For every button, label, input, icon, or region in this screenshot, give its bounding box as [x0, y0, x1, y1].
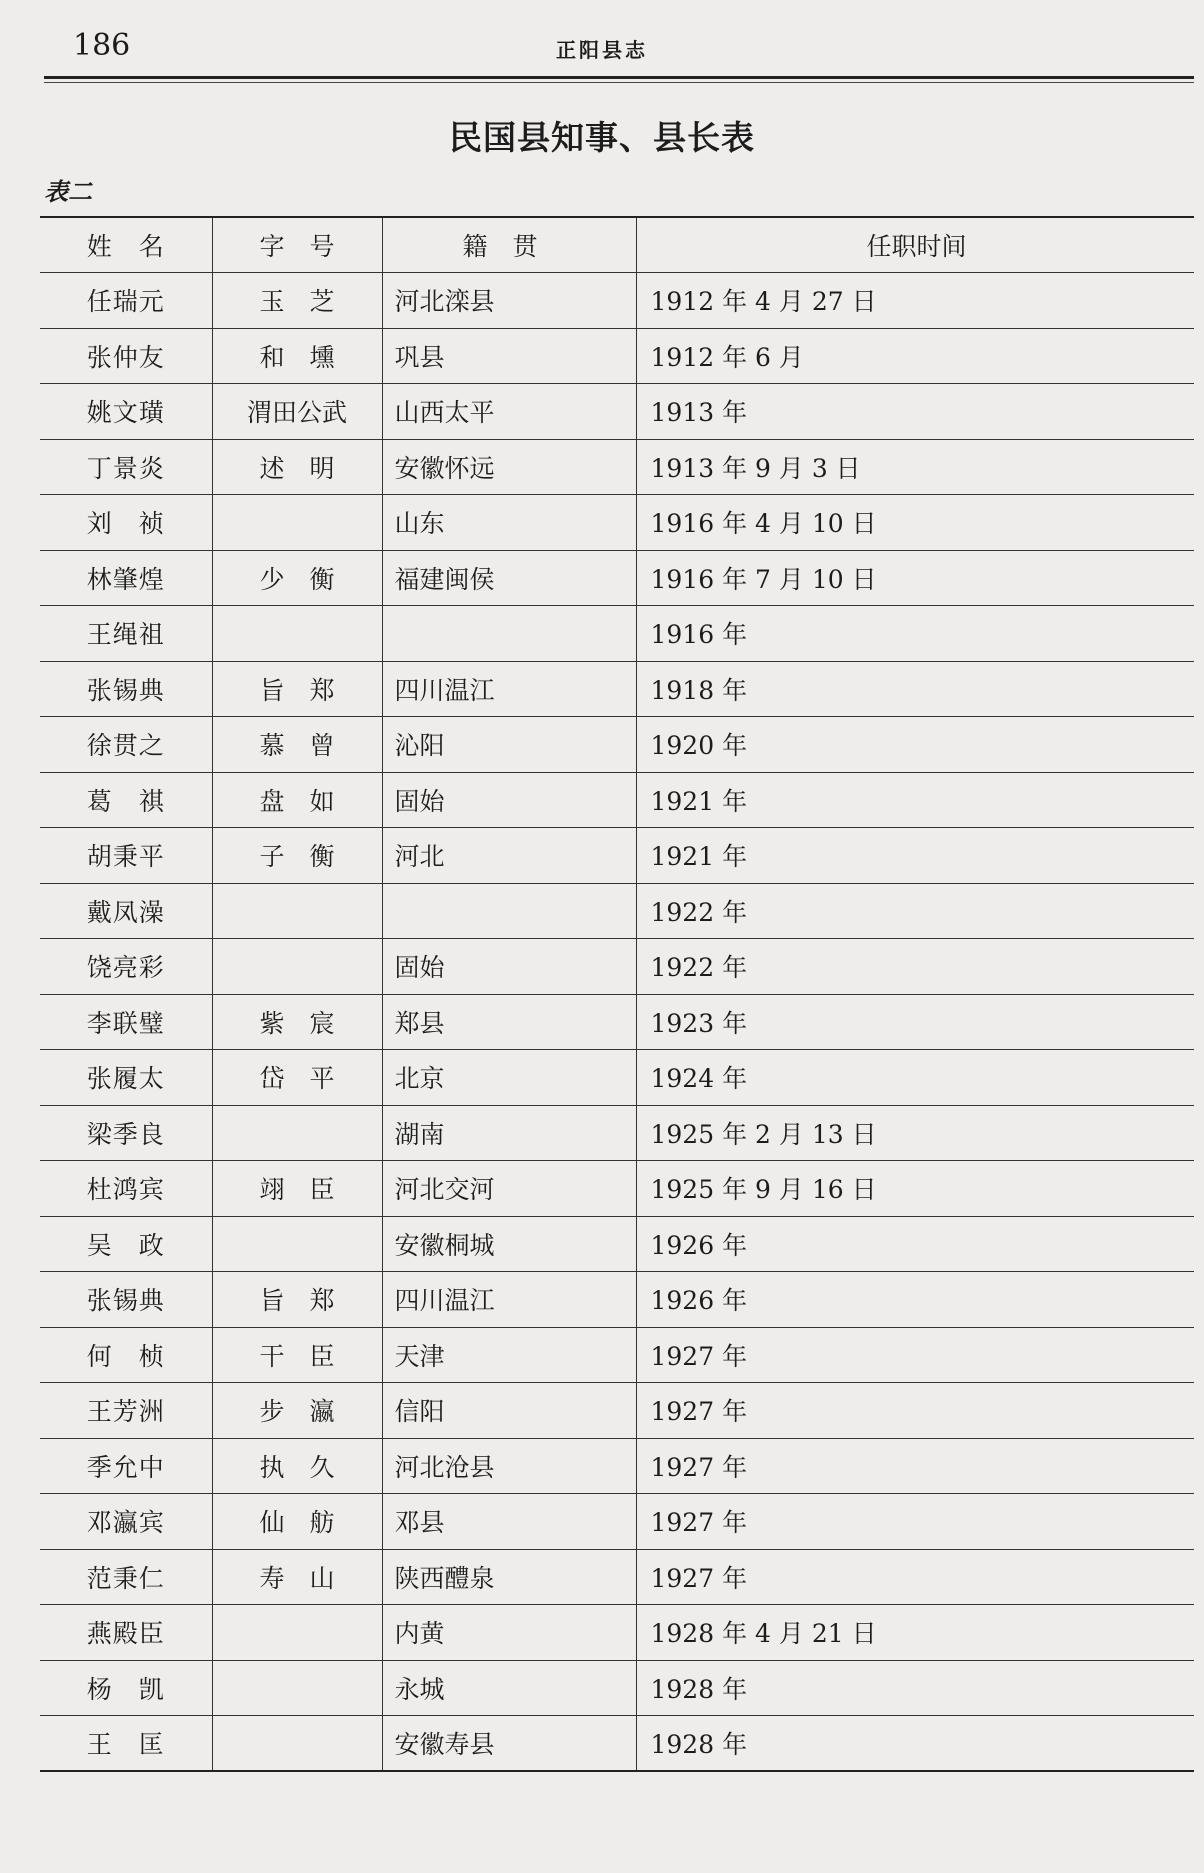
cell-native-place: 四川温江 [382, 1272, 636, 1328]
table-row [40, 828, 1194, 884]
cell-name: 任瑞元 [40, 273, 212, 329]
cell-term: 1927 年 [636, 1494, 1194, 1550]
cell-style-name: 述 明 [212, 439, 382, 495]
cell-name: 饶亮彩 [40, 939, 212, 995]
cell-name: 吴 政 [40, 1216, 212, 1272]
cell-term: 1916 年 7 月 10 日 [636, 550, 1194, 606]
cell-style-name [212, 1216, 382, 1272]
cell-term: 1916 年 [636, 606, 1194, 662]
cell-native-place: 内黄 [382, 1605, 636, 1661]
cell-style-name [212, 939, 382, 995]
cell-term: 1921 年 [636, 772, 1194, 828]
cell-term: 1922 年 [636, 939, 1194, 995]
cell-style-name: 寿 山 [212, 1549, 382, 1605]
cell-style-name: 翊 臣 [212, 1161, 382, 1217]
cell-term: 1921 年 [636, 828, 1194, 884]
cell-term: 1913 年 9 月 3 日 [636, 439, 1194, 495]
cell-style-name: 玉 芝 [212, 273, 382, 329]
cell-name: 梁季良 [40, 1105, 212, 1161]
cell-name: 季允中 [40, 1438, 212, 1494]
table-row [40, 883, 1194, 939]
cell-name: 邓瀛宾 [40, 1494, 212, 1550]
cell-term: 1912 年 4 月 27 日 [636, 273, 1194, 329]
cell-style-name: 旨 郑 [212, 661, 382, 717]
cell-name: 何 桢 [40, 1327, 212, 1383]
cell-style-name: 仙 舫 [212, 1494, 382, 1550]
cell-name: 王绳祖 [40, 606, 212, 662]
table-row [40, 994, 1194, 1050]
column-header-native-place: 籍 贯 [382, 217, 636, 273]
cell-name: 王芳洲 [40, 1383, 212, 1439]
cell-name: 胡秉平 [40, 828, 212, 884]
table-row [40, 1716, 1194, 1772]
table-row [40, 661, 1194, 717]
cell-style-name: 执 久 [212, 1438, 382, 1494]
cell-name: 张锡典 [40, 1272, 212, 1328]
cell-term: 1920 年 [636, 717, 1194, 773]
table-row [40, 1272, 1194, 1328]
table-row [40, 1605, 1194, 1661]
cell-name: 林肇煌 [40, 550, 212, 606]
cell-term: 1913 年 [636, 384, 1194, 440]
cell-name: 张履太 [40, 1050, 212, 1106]
table-row [40, 328, 1194, 384]
table-row [40, 439, 1194, 495]
table-row [40, 1327, 1194, 1383]
cell-style-name: 子 衡 [212, 828, 382, 884]
cell-term: 1916 年 4 月 10 日 [636, 495, 1194, 551]
table-body [40, 273, 1194, 1772]
cell-style-name: 慕 曾 [212, 717, 382, 773]
cell-term: 1912 年 6 月 [636, 328, 1194, 384]
cell-term: 1925 年 9 月 16 日 [636, 1161, 1194, 1217]
cell-style-name: 干 臣 [212, 1327, 382, 1383]
cell-style-name: 和 壎 [212, 328, 382, 384]
cell-name: 徐贯之 [40, 717, 212, 773]
cell-style-name [212, 1660, 382, 1716]
cell-name: 杜鸿宾 [40, 1161, 212, 1217]
cell-native-place: 山东 [382, 495, 636, 551]
cell-native-place: 河北滦县 [382, 273, 636, 329]
cell-term: 1926 年 [636, 1216, 1194, 1272]
table-row [40, 1050, 1194, 1106]
table-row [40, 1216, 1194, 1272]
cell-term: 1925 年 2 月 13 日 [636, 1105, 1194, 1161]
table-header-row [40, 217, 1194, 273]
header-rule [44, 76, 1194, 79]
cell-native-place: 北京 [382, 1050, 636, 1106]
cell-name: 杨 凯 [40, 1660, 212, 1716]
cell-name: 葛 祺 [40, 772, 212, 828]
cell-term: 1924 年 [636, 1050, 1194, 1106]
cell-native-place [382, 606, 636, 662]
cell-native-place: 河北沧县 [382, 1438, 636, 1494]
cell-native-place: 安徽桐城 [382, 1216, 636, 1272]
cell-name: 李联璧 [40, 994, 212, 1050]
cell-native-place: 陕西醴泉 [382, 1549, 636, 1605]
cell-style-name [212, 495, 382, 551]
table-row [40, 939, 1194, 995]
header-rule-thin [44, 82, 1194, 83]
cell-name: 燕殿臣 [40, 1605, 212, 1661]
cell-native-place: 河北交河 [382, 1161, 636, 1217]
cell-native-place: 固始 [382, 772, 636, 828]
cell-name: 张锡典 [40, 661, 212, 717]
cell-style-name: 渭田公武 [212, 384, 382, 440]
cell-term: 1928 年 4 月 21 日 [636, 1605, 1194, 1661]
table-row [40, 606, 1194, 662]
cell-name: 张仲友 [40, 328, 212, 384]
table-row [40, 1161, 1194, 1217]
cell-native-place: 福建闽侯 [382, 550, 636, 606]
cell-native-place: 巩县 [382, 328, 636, 384]
cell-name: 王 匡 [40, 1716, 212, 1772]
cell-name: 姚文璜 [40, 384, 212, 440]
cell-name: 范秉仁 [40, 1549, 212, 1605]
cell-term: 1928 年 [636, 1660, 1194, 1716]
cell-native-place: 郑县 [382, 994, 636, 1050]
table-row [40, 717, 1194, 773]
cell-name: 戴凤澡 [40, 883, 212, 939]
table-row [40, 273, 1194, 329]
column-header-name: 姓 名 [40, 217, 212, 273]
table-row [40, 1494, 1194, 1550]
cell-native-place: 安徽怀远 [382, 439, 636, 495]
cell-style-name: 旨 郑 [212, 1272, 382, 1328]
officials-table-container [40, 216, 1194, 1772]
table-row [40, 1660, 1194, 1716]
table-title: 民国县知事、县长表 [449, 118, 755, 157]
cell-term: 1927 年 [636, 1327, 1194, 1383]
cell-term: 1927 年 [636, 1383, 1194, 1439]
cell-term: 1923 年 [636, 994, 1194, 1050]
cell-native-place: 永城 [382, 1660, 636, 1716]
cell-native-place: 邓县 [382, 1494, 636, 1550]
cell-name: 丁景炎 [40, 439, 212, 495]
cell-style-name [212, 1716, 382, 1772]
table-row [40, 772, 1194, 828]
running-head: 正阳县志 [556, 38, 648, 62]
cell-term: 1927 年 [636, 1549, 1194, 1605]
cell-term: 1928 年 [636, 1716, 1194, 1772]
table-row [40, 1438, 1194, 1494]
cell-style-name: 盘 如 [212, 772, 382, 828]
cell-native-place: 山西太平 [382, 384, 636, 440]
table-row [40, 384, 1194, 440]
table-label: 表二 [44, 177, 92, 206]
cell-term: 1922 年 [636, 883, 1194, 939]
cell-style-name [212, 883, 382, 939]
cell-native-place: 固始 [382, 939, 636, 995]
cell-style-name [212, 1105, 382, 1161]
table-row [40, 1383, 1194, 1439]
column-header-term: 任职时间 [636, 217, 1194, 273]
column-header-style-name: 字 号 [212, 217, 382, 273]
cell-style-name: 岱 平 [212, 1050, 382, 1106]
cell-native-place: 沁阳 [382, 717, 636, 773]
officials-table [40, 216, 1194, 1772]
cell-native-place: 四川温江 [382, 661, 636, 717]
cell-name: 刘 祯 [40, 495, 212, 551]
cell-term: 1926 年 [636, 1272, 1194, 1328]
cell-native-place: 天津 [382, 1327, 636, 1383]
cell-style-name: 步 瀛 [212, 1383, 382, 1439]
cell-native-place: 安徽寿县 [382, 1716, 636, 1772]
cell-style-name: 少 衡 [212, 550, 382, 606]
cell-native-place: 信阳 [382, 1383, 636, 1439]
cell-style-name: 紫 宸 [212, 994, 382, 1050]
table-row [40, 1549, 1194, 1605]
cell-term: 1927 年 [636, 1438, 1194, 1494]
table-row [40, 550, 1194, 606]
cell-native-place: 河北 [382, 828, 636, 884]
cell-term: 1918 年 [636, 661, 1194, 717]
page-number: 186 [73, 28, 131, 63]
cell-style-name [212, 1605, 382, 1661]
cell-native-place: 湖南 [382, 1105, 636, 1161]
cell-style-name [212, 606, 382, 662]
table-row [40, 1105, 1194, 1161]
table-row [40, 495, 1194, 551]
cell-native-place [382, 883, 636, 939]
